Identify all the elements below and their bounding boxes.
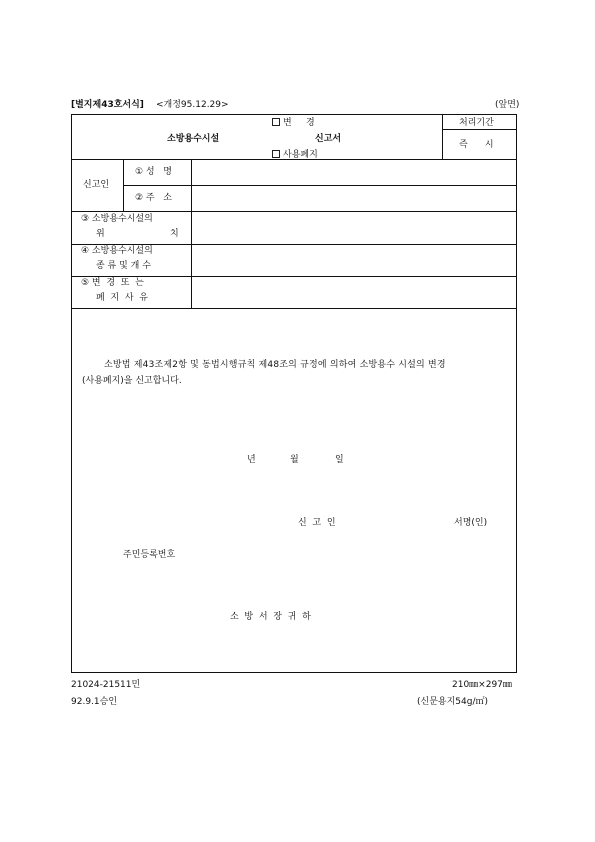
processing-label: 처리기간	[459, 118, 494, 128]
row-divider-4	[72, 308, 516, 309]
title-right: 신고서	[315, 134, 342, 144]
location-label-2: 위	[96, 229, 105, 239]
paper-type: (신문용지54g/㎡)	[417, 697, 488, 707]
form-code: 21024-21511민	[71, 680, 141, 690]
date-year: 년	[247, 455, 256, 465]
paper-size: 210㎜×297㎜	[452, 680, 512, 690]
statement-line-2: (사용폐지)을 신고합니다.	[82, 376, 182, 386]
date-day: 일	[335, 455, 344, 465]
form-number: [별지제43호서식]	[71, 100, 144, 110]
type-label-1: ④ 소방용수시설의	[81, 246, 153, 256]
signature-label: 서명(인)	[454, 518, 488, 528]
address-label: ② 주 소	[135, 193, 172, 203]
applicant-label: 신고인	[83, 180, 110, 190]
option-change[interactable]: 변 경	[272, 118, 315, 129]
reporter-label: 신 고 인	[298, 518, 336, 528]
applicant-divider	[123, 185, 516, 186]
row-divider-3	[72, 276, 516, 277]
row-divider-2	[72, 244, 516, 245]
applicant-column-line	[123, 159, 124, 211]
processing-divider	[442, 129, 516, 130]
statement-line-1: 소방법 제43조제2항 및 동법시행규칙 제48조의 규정에 의하여 소방용수 시설의 변경	[104, 360, 446, 370]
recipient: 소 방 서 장 귀 하	[230, 612, 311, 622]
revision-note: <개정95.12.29>	[156, 100, 229, 110]
location-label-3: 치	[170, 229, 179, 239]
date-month: 월	[290, 455, 299, 465]
name-label: ① 성 명	[135, 167, 172, 177]
processing-column-line	[442, 115, 443, 159]
checkbox-icon[interactable]	[272, 118, 280, 126]
processing-value: 즉 시	[459, 140, 494, 150]
report-form	[71, 114, 517, 673]
row-divider-1	[72, 211, 516, 212]
option-abolish[interactable]: 사용폐지	[272, 150, 318, 161]
value-column-line	[191, 159, 192, 308]
page-side: (앞면)	[495, 100, 520, 110]
type-label-2: 종 류 및 개 수	[96, 261, 151, 271]
checkbox-icon[interactable]	[272, 150, 280, 158]
resident-number-label: 주민등록번호	[123, 550, 176, 560]
reason-label-1: ⑤ 변 경 또 는	[81, 278, 144, 288]
approval-date: 92.9.1승인	[71, 697, 118, 707]
title-left: 소방용수시설	[167, 134, 220, 144]
location-label-1: ③ 소방용수시설의	[81, 214, 153, 224]
reason-label-2: 폐 지 사 유	[96, 293, 148, 303]
